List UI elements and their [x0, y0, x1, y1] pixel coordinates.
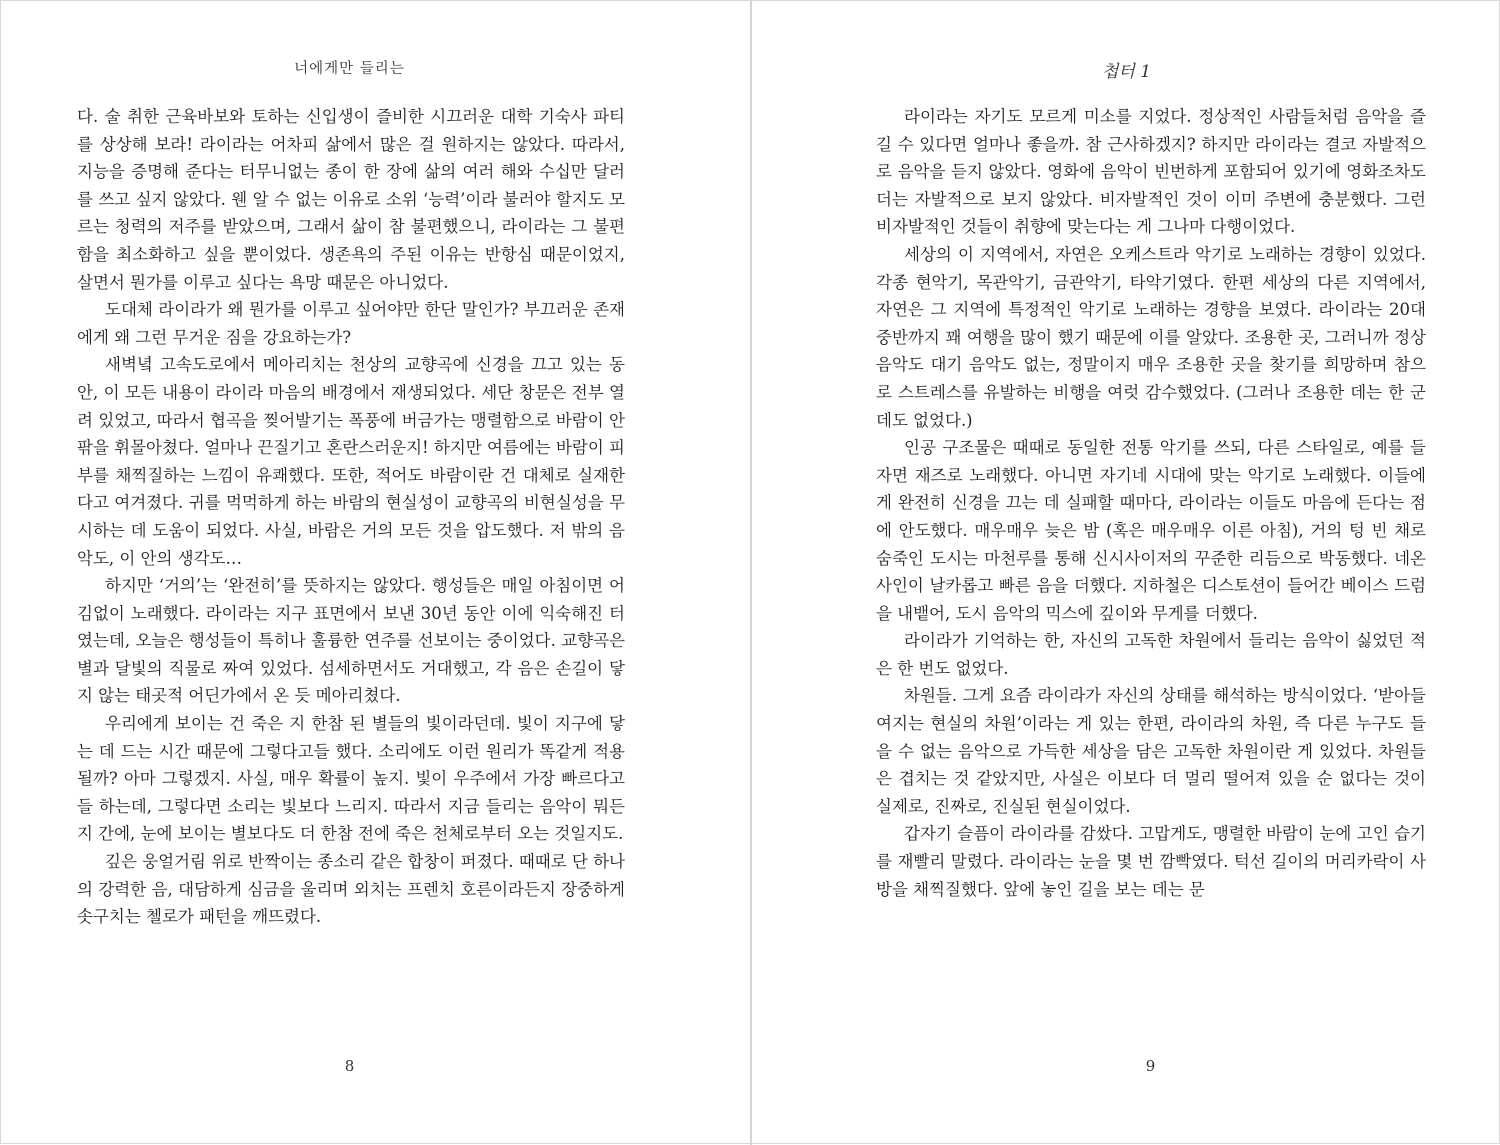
- running-header-book-title: 너에게만 들리는: [294, 61, 405, 77]
- running-header-chapter: 첩터 1: [1101, 62, 1152, 82]
- paragraph: 다. 술 취한 근육바보와 토하는 신입생이 즐비한 시끄러운 대학 기숙사 파티를 상상해 보라! 라이라는 어차피 삶에서 많은 걸 원하지는 않았다. 따라서, 지능을 증명해 준다는 터무니없는 종이 한 장에 삶의 여러 해와 수십만 달러를 쓰고 싶지 않았다. 웬 알 수 없는 이유로 소위 ‘능력’이라 불러야 할지도 모르는 청력의 저주를 받았으며, 그래서 삶이 참 불편했으니, 라이라는 그 불편함을 최소화하고 싶을 뿐이었다. 생존욕의 주된 이유는 반항심 때문이었지, 살면서 뭔가를 이루고 싶다는 욕망 때문은 아니었다.: [77, 107, 625, 292]
- page-number: 9: [1145, 1057, 1156, 1075]
- paragraph: 라이라가 기억하는 한, 자신의 고독한 차원에서 들리는 음악이 싫었던 적은 한 번도 없었다.: [876, 631, 1426, 678]
- paragraph: 라이라는 자기도 모르게 미소를 지었다. 정상적인 사람들처럼 음악을 즐길 수 있다면 얼마나 좋을까. 참 근사하겠지? 하지만 라이라는 결코 자발적으로 음악을 듣지 않았다. 영화에 음악이 빈번하게 포함되어 있기에 영화조차도 더는 자발적으로 보지 않았다. 비자발적인 것이 이미 주변에 충분했다. 그런 비자발적인 것들이 취향에 맞는다는 게 그나마 다행이었다.: [876, 107, 1426, 237]
- left-page-body: [77, 103, 625, 931]
- paragraph: 인공 구조물은 때때로 동일한 전통 악기를 쓰되, 다른 스타일로, 예를 들자면 재즈로 노래했다. 아니면 자기네 시대에 맞는 악기로 노래했다. 이들에게 완전히 신경을 끄는 데 실패할 때마다, 라이라는 이들도 마음에 든다는 점에 안도했다. 매우매우 늦은 밤 (혹은 매우매우 이른 아침), 거의 텅 빈 채로 숨죽인 도시는 마천루를 통해 신시사이저의 꾸준한 리듬으로 박동했다. 네온사인이 날카롭고 빠른 음을 더했다. 지하철은 디스토션이 들어간 베이스 드럼을 내뱉어, 도시 음악의 믹스에 깊이와 무게를 더했다.: [876, 438, 1426, 623]
- right-page-body: [876, 103, 1426, 903]
- left-page: [1, 1, 750, 1145]
- paragraph: 우리에게 보이는 건 죽은 지 한참 된 별들의 빛이라던데. 빛이 지구에 닿는 데 드는 시간 때문에 그렇다고들 했다. 소리에도 이런 원리가 똑같게 적용될까? 아마 그렇겠지. 사실, 매우 확률이 높지. 빛이 우주에서 가장 빠르다고들 하는데, 그렇다면 소리는 빛보다 느리지. 따라서 지금 들리는 음악이 뭐든지 간에, 눈에 보이는 별보다도 더 한참 전에 죽은 천체로부터 오는 것일지도.: [77, 714, 625, 844]
- paragraph: 세상의 이 지역에서, 자연은 오케스트라 악기로 노래하는 경향이 있었다. 각종 현악기, 목관악기, 금관악기, 타악기였다. 한편 세상의 다른 지역에서, 자연은 그 지역에 특정적인 악기로 노래하는 경향을 보였다. 라이라는 20대 중반까지 꽤 여행을 많이 했기 때문에 이를 알았다. 조용한 곳, 그러니까 정상 음악도 대기 음악도 없는, 정말이지 매우 조용한 곳을 찾기를 희망하며 참으로 스트레스를 유발하는 비행을 여럿 감수했었다. (그러나 조용한 데는 한 군데도 없었다.): [876, 244, 1426, 430]
- right-page: [752, 1, 1500, 1145]
- paragraph: 도대체 라이라가 왜 뭔가를 이루고 싶어야만 한단 말인가? 부끄러운 존재에게 왜 그런 무거운 짐을 강요하는가?: [77, 300, 625, 347]
- paragraph: 하지만 ‘거의’는 ‘완전히’를 뜻하지는 않았다. 행성들은 매일 아침이면 어김없이 노래했다. 라이라는 지구 표면에서 보낸 30년 동안 이에 익숙해진 터였는데, 오늘은 행성들이 특히나 훌륭한 연주를 선보이는 중이었다. 교향곡은 별과 달빛의 직물로 짜여 있었다. 섬세하면서도 거대했고, 각 음은 손길이 닿지 않는 태곳적 어딘가에서 온 듯 메아리쳤다.: [77, 576, 625, 706]
- paragraph: 차원들. 그게 요즘 라이라가 자신의 상태를 해석하는 방식이었다. ‘받아들여지는 현실의 차원’이라는 게 있는 한편, 라이라의 차원, 즉 다른 누구도 들을 수 없는 음악으로 가득한 세상을 담은 고독한 차원이란 게 있었다. 차원들은 겹치는 것 같았지만, 사실은 이보다 더 멀리 떨어져 있을 순 없다는 것이 실제로, 진짜로, 진실된 현실이었다.: [876, 686, 1426, 816]
- paragraph: 갑자기 슬픔이 라이라를 감쌌다. 고맙게도, 맹렬한 바람이 눈에 고인 습기를 재빨리 말렸다. 라이라는 눈을 몇 번 깜빡였다. 턱선 길이의 머리카락이 사방을 채찍질했다. 앞에 놓인 길을 보는 데는 문: [876, 824, 1426, 899]
- paragraph: 깊은 웅얼거림 위로 반짝이는 종소리 같은 합창이 퍼졌다. 때때로 단 하나의 강력한 음, 대담하게 심금을 울리며 외치는 프렌치 호른이라든지 장중하게 솟구치는 첼로가 패턴을 깨뜨렸다.: [77, 852, 625, 927]
- page-number: 8: [344, 1057, 355, 1075]
- paragraph: 새벽녘 고속도로에서 메아리치는 천상의 교향곡에 신경을 끄고 있는 동안, 이 모든 내용이 라이라 마음의 배경에서 재생되었다. 세단 창문은 전부 열려 있었고, 따라서 협곡을 찢어발기는 폭풍에 버금가는 맹렬함으로 바람이 안팎을 휘몰아쳤다. 얼마나 끈질기고 혼란스러운지! 하지만 여름에는 바람이 피부를 채찍질하는 느낌이 유쾌했다. 또한, 적어도 바람이란 건 대체로 실재한다고 여겨졌다. 귀를 먹먹하게 하는 바람의 현실성이 교향곡의 비현실성을 무시하는 데 도움이 되었다. 사실, 바람은 거의 모든 것을 압도했다. 저 밖의 음악도, 이 안의 생각도…: [77, 355, 625, 568]
